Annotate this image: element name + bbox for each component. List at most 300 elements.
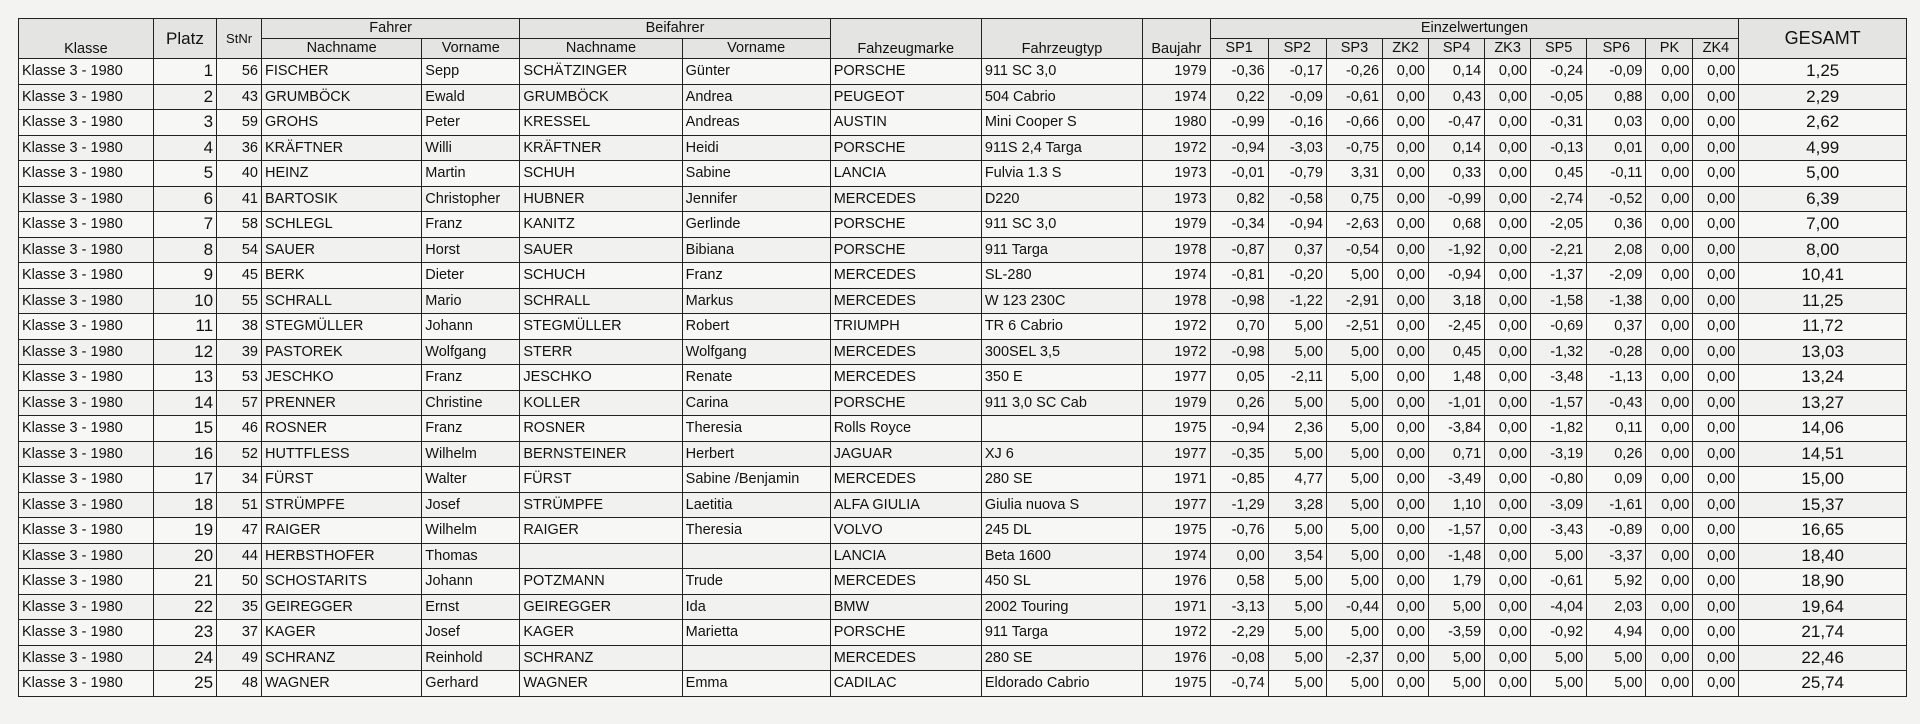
cell-beifahrer-nachname: GRUMBÖCK	[520, 84, 682, 110]
cell-beifahrer-nachname: SCHUH	[520, 161, 682, 187]
cell-beifahrer-vorname: Emma	[682, 671, 830, 697]
cell-marke: LANCIA	[830, 543, 981, 569]
cell-zk4: 0,00	[1693, 492, 1739, 518]
cell-beifahrer-nachname: ROSNER	[520, 416, 682, 442]
column-header-platz: Platz	[153, 19, 216, 59]
cell-klasse: Klasse 3 - 1980	[19, 365, 154, 391]
cell-zk2: 0,00	[1383, 671, 1429, 697]
cell-platz: 23	[153, 620, 216, 646]
cell-sp1: 0,58	[1210, 569, 1268, 595]
cell-pk: 0,00	[1646, 161, 1693, 187]
cell-sp4: -1,01	[1429, 390, 1485, 416]
column-header-sp3: SP3	[1326, 39, 1382, 59]
table-row	[19, 620, 1907, 646]
cell-gesamt: 21,74	[1739, 620, 1907, 646]
cell-sp5: -1,82	[1531, 416, 1587, 442]
cell-fahrer-nachname: BERK	[262, 263, 422, 289]
cell-beifahrer-nachname: KRÄFTNER	[520, 135, 682, 161]
cell-baujahr: 1974	[1143, 543, 1210, 569]
cell-sp3: -0,75	[1326, 135, 1382, 161]
cell-stnr: 58	[217, 212, 262, 238]
cell-gesamt: 13,24	[1739, 365, 1907, 391]
table-row	[19, 161, 1907, 187]
cell-platz: 24	[153, 645, 216, 671]
table-row	[19, 339, 1907, 365]
cell-sp4: -1,57	[1429, 518, 1485, 544]
cell-zk3: 0,00	[1485, 212, 1531, 238]
cell-sp3: 5,00	[1326, 441, 1382, 467]
cell-gesamt: 10,41	[1739, 263, 1907, 289]
cell-fahrer-vorname: Walter	[422, 467, 520, 493]
cell-marke: MERCEDES	[830, 263, 981, 289]
cell-sp4: 1,48	[1429, 365, 1485, 391]
cell-sp3: -2,63	[1326, 212, 1382, 238]
results-table	[18, 18, 1907, 697]
cell-gesamt: 4,99	[1739, 135, 1907, 161]
cell-pk: 0,00	[1646, 314, 1693, 340]
column-header-klasse: Klasse	[19, 19, 154, 59]
cell-pk: 0,00	[1646, 441, 1693, 467]
cell-sp1: -0,81	[1210, 263, 1268, 289]
cell-fahrer-nachname: KRÄFTNER	[262, 135, 422, 161]
cell-sp6: -2,09	[1587, 263, 1646, 289]
cell-fahrer-vorname: Thomas	[422, 543, 520, 569]
cell-stnr: 46	[217, 416, 262, 442]
cell-fahrer-nachname: SAUER	[262, 237, 422, 263]
cell-sp5: -4,04	[1531, 594, 1587, 620]
cell-sp6: -1,13	[1587, 365, 1646, 391]
cell-fahrer-nachname: PASTOREK	[262, 339, 422, 365]
cell-marke: JAGUAR	[830, 441, 981, 467]
cell-sp6: 5,00	[1587, 645, 1646, 671]
column-header-marke: Fahzeugmarke	[830, 19, 981, 59]
cell-klasse: Klasse 3 - 1980	[19, 543, 154, 569]
cell-baujahr: 1976	[1143, 645, 1210, 671]
cell-marke: MERCEDES	[830, 467, 981, 493]
cell-zk3: 0,00	[1485, 645, 1531, 671]
cell-sp3: 5,00	[1326, 569, 1382, 595]
cell-baujahr: 1979	[1143, 390, 1210, 416]
cell-marke: PORSCHE	[830, 212, 981, 238]
table-row	[19, 416, 1907, 442]
cell-pk: 0,00	[1646, 263, 1693, 289]
cell-sp5: 5,00	[1531, 645, 1587, 671]
cell-zk3: 0,00	[1485, 135, 1531, 161]
cell-klasse: Klasse 3 - 1980	[19, 569, 154, 595]
cell-zk3: 0,00	[1485, 518, 1531, 544]
cell-beifahrer-vorname: Ida	[682, 594, 830, 620]
cell-klasse: Klasse 3 - 1980	[19, 135, 154, 161]
cell-zk2: 0,00	[1383, 212, 1429, 238]
cell-typ: 911 SC 3,0	[981, 59, 1142, 85]
table-row	[19, 135, 1907, 161]
cell-gesamt: 1,25	[1739, 59, 1907, 85]
cell-zk3: 0,00	[1485, 365, 1531, 391]
cell-gesamt: 15,00	[1739, 467, 1907, 493]
cell-beifahrer-vorname: Theresia	[682, 416, 830, 442]
cell-sp5: -3,19	[1531, 441, 1587, 467]
cell-platz: 22	[153, 594, 216, 620]
cell-typ: XJ 6	[981, 441, 1142, 467]
cell-platz: 9	[153, 263, 216, 289]
cell-fahrer-nachname: GROHS	[262, 110, 422, 136]
group-header-beifahrer: Beifahrer	[520, 19, 830, 39]
cell-baujahr: 1977	[1143, 441, 1210, 467]
cell-sp3: 5,00	[1326, 671, 1382, 697]
cell-marke: PORSCHE	[830, 237, 981, 263]
cell-sp6: 0,09	[1587, 467, 1646, 493]
cell-zk3: 0,00	[1485, 671, 1531, 697]
cell-beifahrer-vorname: Carina	[682, 390, 830, 416]
cell-sp4: 0,33	[1429, 161, 1485, 187]
cell-klasse: Klasse 3 - 1980	[19, 645, 154, 671]
cell-baujahr: 1974	[1143, 84, 1210, 110]
cell-baujahr: 1979	[1143, 212, 1210, 238]
cell-marke: TRIUMPH	[830, 314, 981, 340]
cell-sp1: -0,74	[1210, 671, 1268, 697]
cell-typ: 245 DL	[981, 518, 1142, 544]
cell-marke: PORSCHE	[830, 390, 981, 416]
cell-platz: 5	[153, 161, 216, 187]
cell-beifahrer-vorname: Renate	[682, 365, 830, 391]
cell-zk4: 0,00	[1693, 569, 1739, 595]
cell-beifahrer-vorname: Marietta	[682, 620, 830, 646]
cell-fahrer-vorname: Mario	[422, 288, 520, 314]
cell-gesamt: 11,72	[1739, 314, 1907, 340]
cell-zk2: 0,00	[1383, 161, 1429, 187]
cell-zk3: 0,00	[1485, 339, 1531, 365]
cell-typ: 300SEL 3,5	[981, 339, 1142, 365]
cell-sp2: -3,03	[1268, 135, 1326, 161]
cell-zk4: 0,00	[1693, 518, 1739, 544]
cell-fahrer-vorname: Christopher	[422, 186, 520, 212]
cell-sp1: -2,29	[1210, 620, 1268, 646]
cell-fahrer-vorname: Franz	[422, 365, 520, 391]
cell-klasse: Klasse 3 - 1980	[19, 620, 154, 646]
cell-stnr: 55	[217, 288, 262, 314]
cell-fahrer-nachname: JESCHKO	[262, 365, 422, 391]
cell-stnr: 57	[217, 390, 262, 416]
cell-platz: 8	[153, 237, 216, 263]
cell-platz: 6	[153, 186, 216, 212]
cell-zk2: 0,00	[1383, 59, 1429, 85]
cell-fahrer-vorname: Horst	[422, 237, 520, 263]
cell-zk2: 0,00	[1383, 135, 1429, 161]
cell-sp5: 5,00	[1531, 671, 1587, 697]
cell-beifahrer-nachname: SAUER	[520, 237, 682, 263]
cell-baujahr: 1972	[1143, 135, 1210, 161]
cell-sp6: -0,11	[1587, 161, 1646, 187]
cell-sp3: -0,44	[1326, 594, 1382, 620]
cell-fahrer-vorname: Dieter	[422, 263, 520, 289]
cell-zk2: 0,00	[1383, 543, 1429, 569]
cell-fahrer-nachname: SCHRALL	[262, 288, 422, 314]
cell-baujahr: 1980	[1143, 110, 1210, 136]
cell-gesamt: 8,00	[1739, 237, 1907, 263]
cell-zk3: 0,00	[1485, 569, 1531, 595]
cell-klasse: Klasse 3 - 1980	[19, 59, 154, 85]
table-row	[19, 671, 1907, 697]
table-row	[19, 492, 1907, 518]
cell-sp6: 0,36	[1587, 212, 1646, 238]
cell-sp3: 5,00	[1326, 492, 1382, 518]
cell-fahrer-nachname: STRÜMPFE	[262, 492, 422, 518]
cell-sp4: -2,45	[1429, 314, 1485, 340]
cell-sp1: 0,22	[1210, 84, 1268, 110]
cell-beifahrer-nachname: SCHRALL	[520, 288, 682, 314]
cell-platz: 25	[153, 671, 216, 697]
cell-sp4: -3,49	[1429, 467, 1485, 493]
cell-stnr: 56	[217, 59, 262, 85]
cell-sp1: 0,00	[1210, 543, 1268, 569]
cell-beifahrer-vorname: Gerlinde	[682, 212, 830, 238]
cell-sp1: -0,35	[1210, 441, 1268, 467]
cell-sp4: -0,94	[1429, 263, 1485, 289]
column-header-sp5: SP5	[1531, 39, 1587, 59]
cell-beifahrer-vorname: Markus	[682, 288, 830, 314]
cell-baujahr: 1971	[1143, 594, 1210, 620]
cell-sp5: 0,45	[1531, 161, 1587, 187]
cell-zk4: 0,00	[1693, 441, 1739, 467]
table-row	[19, 84, 1907, 110]
cell-gesamt: 13,27	[1739, 390, 1907, 416]
cell-zk2: 0,00	[1383, 467, 1429, 493]
cell-zk2: 0,00	[1383, 390, 1429, 416]
column-header-baujahr: Baujahr	[1143, 19, 1210, 59]
cell-gesamt: 5,00	[1739, 161, 1907, 187]
cell-typ: 911S 2,4 Targa	[981, 135, 1142, 161]
cell-sp1: -0,85	[1210, 467, 1268, 493]
cell-zk2: 0,00	[1383, 645, 1429, 671]
cell-klasse: Klasse 3 - 1980	[19, 441, 154, 467]
cell-klasse: Klasse 3 - 1980	[19, 492, 154, 518]
cell-zk2: 0,00	[1383, 416, 1429, 442]
cell-klasse: Klasse 3 - 1980	[19, 212, 154, 238]
cell-platz: 4	[153, 135, 216, 161]
cell-fahrer-vorname: Josef	[422, 620, 520, 646]
cell-beifahrer-nachname: KAGER	[520, 620, 682, 646]
cell-gesamt: 13,03	[1739, 339, 1907, 365]
cell-beifahrer-nachname: SCHÄTZINGER	[520, 59, 682, 85]
table-row	[19, 186, 1907, 212]
cell-stnr: 39	[217, 339, 262, 365]
cell-sp6: -0,89	[1587, 518, 1646, 544]
cell-zk4: 0,00	[1693, 59, 1739, 85]
table-row	[19, 543, 1907, 569]
column-header-zk2: ZK2	[1383, 39, 1429, 59]
cell-zk3: 0,00	[1485, 237, 1531, 263]
cell-fahrer-nachname: STEGMÜLLER	[262, 314, 422, 340]
cell-marke: MERCEDES	[830, 288, 981, 314]
cell-beifahrer-vorname: Heidi	[682, 135, 830, 161]
cell-sp6: 2,08	[1587, 237, 1646, 263]
cell-gesamt: 18,90	[1739, 569, 1907, 595]
cell-sp1: -3,13	[1210, 594, 1268, 620]
cell-pk: 0,00	[1646, 110, 1693, 136]
cell-klasse: Klasse 3 - 1980	[19, 186, 154, 212]
cell-beifahrer-nachname: SCHRANZ	[520, 645, 682, 671]
cell-sp5: -2,74	[1531, 186, 1587, 212]
cell-sp6: -0,28	[1587, 339, 1646, 365]
cell-beifahrer-nachname: WAGNER	[520, 671, 682, 697]
cell-stnr: 53	[217, 365, 262, 391]
cell-zk4: 0,00	[1693, 416, 1739, 442]
cell-sp4: 0,43	[1429, 84, 1485, 110]
cell-typ: Giulia nuova S	[981, 492, 1142, 518]
cell-stnr: 34	[217, 467, 262, 493]
cell-sp3: 5,00	[1326, 339, 1382, 365]
cell-zk2: 0,00	[1383, 441, 1429, 467]
cell-sp4: 1,10	[1429, 492, 1485, 518]
cell-sp5: -0,24	[1531, 59, 1587, 85]
cell-fahrer-vorname: Franz	[422, 212, 520, 238]
cell-zk3: 0,00	[1485, 543, 1531, 569]
cell-beifahrer-nachname: BERNSTEINER	[520, 441, 682, 467]
cell-pk: 0,00	[1646, 594, 1693, 620]
cell-sp6: 4,94	[1587, 620, 1646, 646]
cell-beifahrer-vorname: Robert	[682, 314, 830, 340]
cell-platz: 21	[153, 569, 216, 595]
cell-typ	[981, 416, 1142, 442]
cell-pk: 0,00	[1646, 416, 1693, 442]
cell-baujahr: 1972	[1143, 314, 1210, 340]
cell-zk2: 0,00	[1383, 492, 1429, 518]
cell-baujahr: 1973	[1143, 186, 1210, 212]
column-header-beifahrer-nachname: Nachname	[520, 39, 682, 59]
cell-baujahr: 1975	[1143, 671, 1210, 697]
cell-klasse: Klasse 3 - 1980	[19, 237, 154, 263]
cell-sp4: -1,92	[1429, 237, 1485, 263]
cell-beifahrer-nachname: KRESSEL	[520, 110, 682, 136]
cell-gesamt: 7,00	[1739, 212, 1907, 238]
cell-typ: 911 SC 3,0	[981, 212, 1142, 238]
cell-sp6: -1,61	[1587, 492, 1646, 518]
cell-sp2: 5,00	[1268, 569, 1326, 595]
cell-fahrer-nachname: SCHOSTARITS	[262, 569, 422, 595]
cell-sp4: 5,00	[1429, 671, 1485, 697]
cell-sp5: -1,58	[1531, 288, 1587, 314]
cell-typ: Mini Cooper S	[981, 110, 1142, 136]
cell-sp1: -0,87	[1210, 237, 1268, 263]
cell-marke: MERCEDES	[830, 569, 981, 595]
cell-beifahrer-nachname: KANITZ	[520, 212, 682, 238]
cell-typ: 280 SE	[981, 645, 1142, 671]
cell-sp4: -3,84	[1429, 416, 1485, 442]
cell-stnr: 44	[217, 543, 262, 569]
cell-zk2: 0,00	[1383, 110, 1429, 136]
cell-stnr: 40	[217, 161, 262, 187]
cell-fahrer-vorname: Ewald	[422, 84, 520, 110]
cell-fahrer-vorname: Johann	[422, 569, 520, 595]
cell-typ: 280 SE	[981, 467, 1142, 493]
cell-platz: 10	[153, 288, 216, 314]
column-header-zk3: ZK3	[1485, 39, 1531, 59]
cell-sp2: 3,28	[1268, 492, 1326, 518]
cell-sp2: -0,94	[1268, 212, 1326, 238]
cell-klasse: Klasse 3 - 1980	[19, 110, 154, 136]
cell-zk4: 0,00	[1693, 339, 1739, 365]
cell-sp4: 0,71	[1429, 441, 1485, 467]
cell-beifahrer-nachname: STRÜMPFE	[520, 492, 682, 518]
cell-pk: 0,00	[1646, 467, 1693, 493]
cell-zk3: 0,00	[1485, 620, 1531, 646]
cell-sp2: -0,20	[1268, 263, 1326, 289]
cell-platz: 13	[153, 365, 216, 391]
cell-sp3: 5,00	[1326, 467, 1382, 493]
cell-zk4: 0,00	[1693, 645, 1739, 671]
cell-sp6: 0,37	[1587, 314, 1646, 340]
cell-baujahr: 1978	[1143, 237, 1210, 263]
cell-stnr: 35	[217, 594, 262, 620]
cell-fahrer-vorname: Reinhold	[422, 645, 520, 671]
cell-sp4: 5,00	[1429, 645, 1485, 671]
cell-baujahr: 1975	[1143, 518, 1210, 544]
cell-marke: Rolls Royce	[830, 416, 981, 442]
cell-fahrer-vorname: Wilhelm	[422, 518, 520, 544]
cell-zk3: 0,00	[1485, 441, 1531, 467]
cell-sp3: 5,00	[1326, 263, 1382, 289]
cell-gesamt: 14,51	[1739, 441, 1907, 467]
cell-sp3: 5,00	[1326, 365, 1382, 391]
cell-sp5: -2,21	[1531, 237, 1587, 263]
cell-sp2: -0,58	[1268, 186, 1326, 212]
cell-marke: PEUGEOT	[830, 84, 981, 110]
cell-pk: 0,00	[1646, 620, 1693, 646]
cell-fahrer-nachname: GEIREGGER	[262, 594, 422, 620]
cell-sp5: -0,13	[1531, 135, 1587, 161]
cell-zk2: 0,00	[1383, 620, 1429, 646]
table-row	[19, 594, 1907, 620]
cell-stnr: 51	[217, 492, 262, 518]
cell-stnr: 52	[217, 441, 262, 467]
cell-zk3: 0,00	[1485, 110, 1531, 136]
cell-klasse: Klasse 3 - 1980	[19, 339, 154, 365]
cell-zk4: 0,00	[1693, 84, 1739, 110]
cell-zk3: 0,00	[1485, 161, 1531, 187]
cell-fahrer-vorname: Christine	[422, 390, 520, 416]
cell-zk4: 0,00	[1693, 263, 1739, 289]
cell-sp3: 0,75	[1326, 186, 1382, 212]
cell-klasse: Klasse 3 - 1980	[19, 288, 154, 314]
cell-sp5: -0,61	[1531, 569, 1587, 595]
column-header-gesamt: GESAMT	[1739, 19, 1907, 59]
cell-sp4: -1,48	[1429, 543, 1485, 569]
cell-sp5: -0,92	[1531, 620, 1587, 646]
column-header-typ: Fahrzeugtyp	[981, 19, 1142, 59]
cell-sp2: 5,00	[1268, 620, 1326, 646]
cell-pk: 0,00	[1646, 543, 1693, 569]
cell-stnr: 47	[217, 518, 262, 544]
cell-sp1: -0,98	[1210, 288, 1268, 314]
cell-zk2: 0,00	[1383, 186, 1429, 212]
cell-pk: 0,00	[1646, 365, 1693, 391]
cell-gesamt: 18,40	[1739, 543, 1907, 569]
cell-fahrer-nachname: RAIGER	[262, 518, 422, 544]
cell-sp3: -0,61	[1326, 84, 1382, 110]
cell-typ: 2002 Touring	[981, 594, 1142, 620]
table-row	[19, 518, 1907, 544]
cell-marke: MERCEDES	[830, 186, 981, 212]
cell-sp2: 5,00	[1268, 594, 1326, 620]
group-header-fahrer: Fahrer	[262, 19, 520, 39]
cell-stnr: 59	[217, 110, 262, 136]
cell-klasse: Klasse 3 - 1980	[19, 416, 154, 442]
cell-platz: 14	[153, 390, 216, 416]
cell-typ: D220	[981, 186, 1142, 212]
cell-gesamt: 6,39	[1739, 186, 1907, 212]
cell-sp6: 0,88	[1587, 84, 1646, 110]
cell-zk3: 0,00	[1485, 288, 1531, 314]
